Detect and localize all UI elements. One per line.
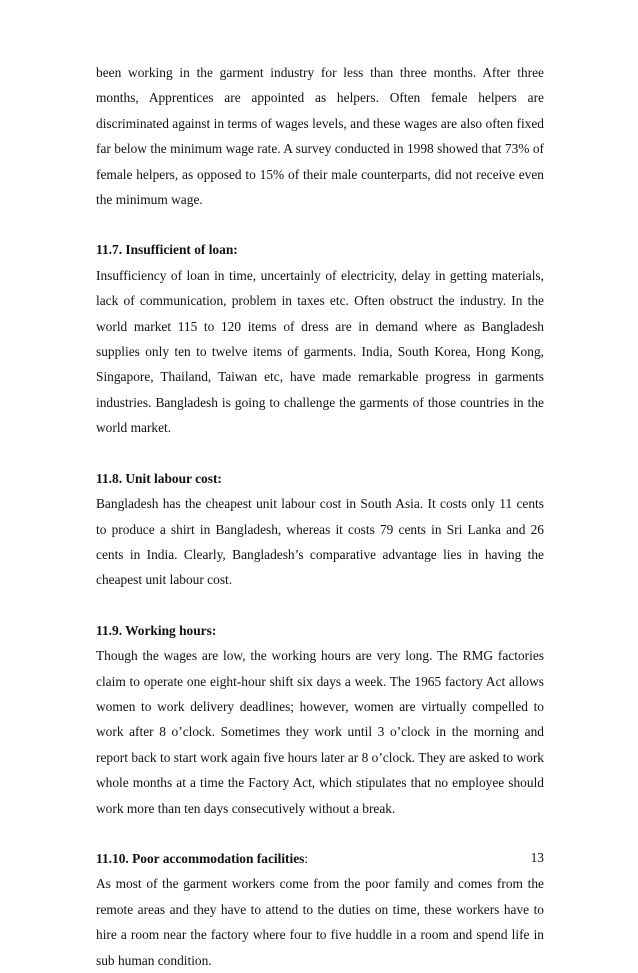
page-number: 13 [530, 850, 544, 865]
spacer [96, 821, 544, 846]
spacer [96, 593, 544, 618]
heading-text: 11.9. Working hours: [96, 622, 217, 638]
intro-paragraph: been working in the garment industry for less than three months. After three months, Apprentices are appointed as helpers. Often female helpers are discriminated against in terms of wages levels, and these wages are also often fixed far below the minimum wage rate. A survey conducted in 1998 showed that 73% of female helpers, as opposed to 15% of their male counterparts, did not receive even the minimum wage. [96, 65, 544, 208]
heading-suffix: : [304, 850, 309, 866]
spacer [96, 212, 544, 237]
section-body-accommodation: As most of the garment workers come from the poor family and comes from the remote areas and they have to attend to the duties on time, these workers have to hire a room near the factory where four to five huddle in a room and spend life in sub human condition. [96, 876, 544, 968]
heading-text: 11.10. Poor accommodation facilities [96, 850, 305, 866]
heading-text: 11.8. Unit labour cost: [96, 470, 222, 486]
section-heading-working-hours [96, 618, 544, 643]
section-heading-labour-cost [96, 466, 544, 491]
section-body-labour-cost: Bangladesh has the cheapest unit labour cost in South Asia. It costs only 11 cents to produce a shirt in Bangladesh, whereas it costs 79 cents in Sri Lanka and 26 cents in India. Clearly, Bangladesh’s comparative advantage lies in having the cheapest unit labour cost. [96, 496, 544, 588]
heading-text: 11.7. Insufficient of loan: [96, 242, 238, 258]
section-body-working-hours: Though the wages are low, the working hours are very long. The RMG factories claim to operate one eight-hour shift six days a week. The 1965 factory Act allows women to work delivery deadlines; however, women are virtually compelled to work after 8 o’clock. Sometimes they work until 3 o’clock in the morning and report back to start work again five hours later ar 8 o’clock. They are asked to work whole months at a time the Factory Act, which stipulates that no employee should work more than ten days consecutively without a break. [96, 648, 544, 816]
section-heading-accommodation [96, 846, 544, 871]
section-heading-loan [96, 237, 544, 262]
spacer [96, 441, 544, 466]
section-body-loan: Insufficiency of loan in time, uncertainly of electricity, delay in getting materials, lack of communication, problem in taxes etc. Often obstruct the industry. In the world market 115 to 120 items of dress are in demand where as Bangladesh supplies only ten to twelve items of garments. India, South Korea, Hong Kong, Singapore, Thailand, Taiwan etc, have made remarkable progress in garments industries. Bangladesh is going to challenge the garments of those countries in the world market. [96, 267, 544, 436]
document-page [96, 60, 544, 973]
